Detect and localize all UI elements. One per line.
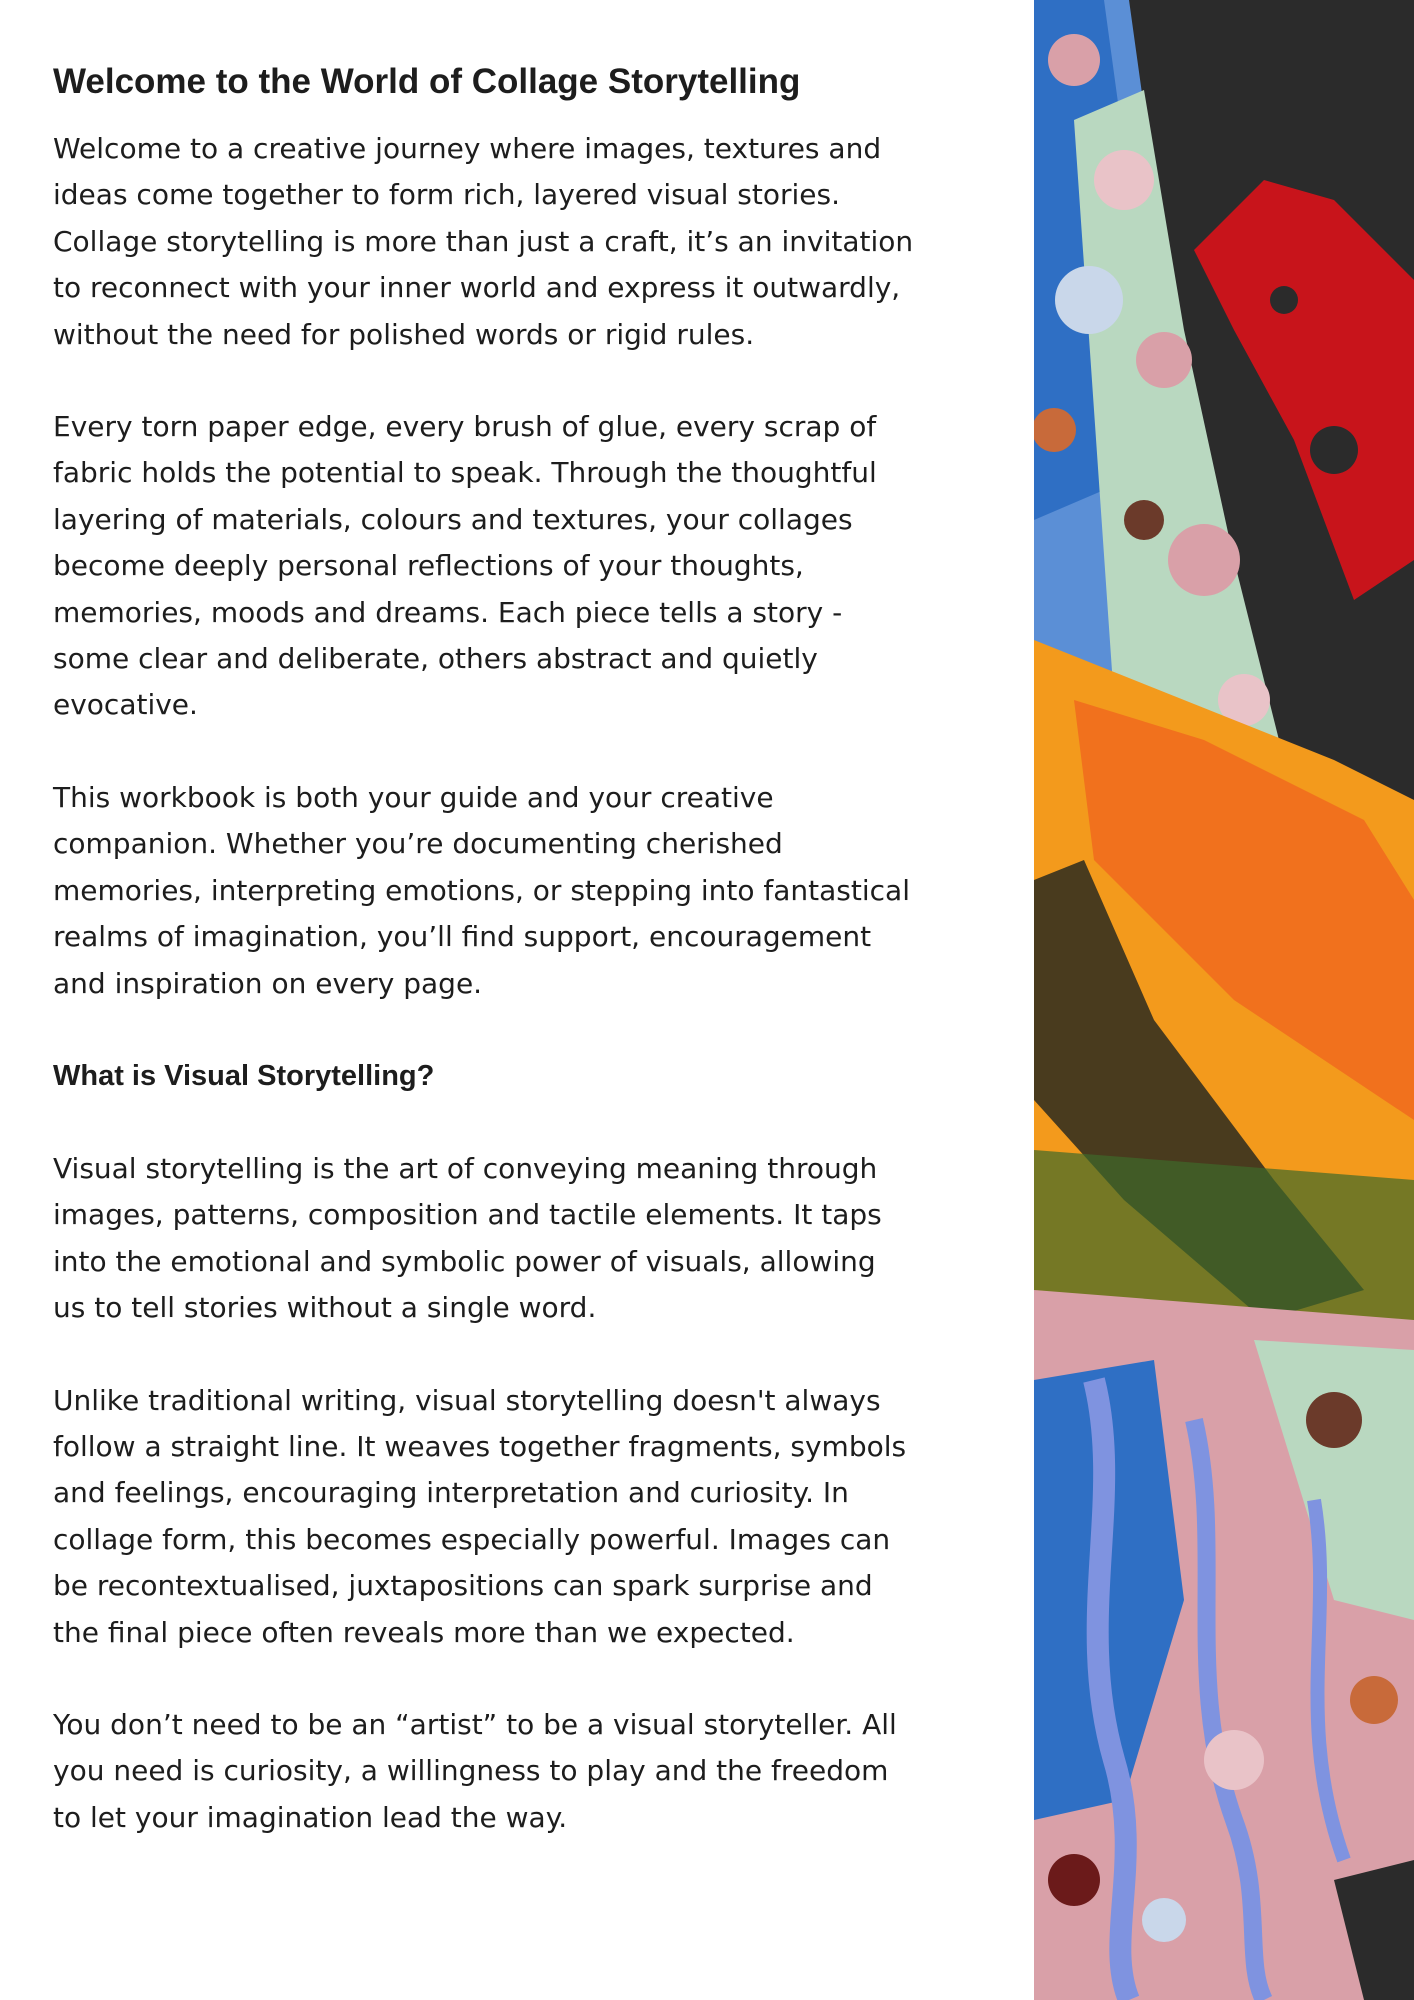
text-line: layering of materials, colours and textures, your collages bbox=[53, 502, 853, 536]
text-line: This workbook is both your guide and your creative bbox=[53, 780, 774, 814]
text-line: Collage storytelling is more than just a craft, it’s an invitation bbox=[53, 224, 914, 258]
text-line: Every torn paper edge, every brush of glue, every scrap of bbox=[53, 410, 877, 444]
text-line: to let your imagination lead the way. bbox=[53, 1800, 568, 1834]
intro-paragraph-3 bbox=[53, 775, 1003, 1007]
dark-splash bbox=[1270, 286, 1298, 314]
dark-splash bbox=[1310, 426, 1358, 474]
text-line: Welcome to a creative journey where images, textures and bbox=[53, 132, 882, 165]
orange-splash bbox=[1350, 1676, 1398, 1724]
section-paragraph-3 bbox=[53, 1702, 1003, 1841]
text-line: images, patterns, composition and tactile elements. It taps bbox=[53, 1198, 882, 1232]
text-line: us to tell stories without a single word. bbox=[53, 1291, 597, 1325]
pink-splash bbox=[1094, 150, 1154, 210]
section-heading: What is Visual Storytelling? bbox=[53, 1059, 435, 1092]
text-line: realms of imagination, you’ll find support, encouragement bbox=[53, 920, 872, 954]
maroon-splash bbox=[1048, 1854, 1100, 1906]
text-line: ideas come together to form rich, layered visual stories. bbox=[53, 178, 841, 212]
collage-art-svg bbox=[1034, 0, 1414, 2000]
text-line: Unlike traditional writing, visual storytelling doesn't always bbox=[53, 1383, 881, 1417]
text-line: evocative. bbox=[53, 688, 198, 722]
text-line: Visual storytelling is the art of conveying meaning through bbox=[53, 1151, 878, 1185]
text-line: without the need for polished words or rigid rules. bbox=[53, 317, 755, 351]
text-line: and inspiration on every page. bbox=[53, 966, 483, 1000]
brown-splash bbox=[1306, 1392, 1362, 1448]
brown-splash bbox=[1124, 500, 1164, 540]
text-line: memories, moods and dreams. Each piece tells a story - bbox=[53, 595, 843, 629]
pink-splash bbox=[1168, 524, 1240, 596]
text-column bbox=[53, 52, 1003, 1887]
intro-paragraph-2 bbox=[53, 404, 1003, 729]
section-paragraph-1 bbox=[53, 1146, 1003, 1332]
section-paragraph-2 bbox=[53, 1378, 1003, 1656]
text-line: collage form, this becomes especially powerful. Images can bbox=[53, 1522, 891, 1556]
page-title: Welcome to the World of Collage Storytelling bbox=[53, 62, 801, 101]
white-splash bbox=[1055, 266, 1123, 334]
text-line: You don’t need to be an “artist” to be a visual storyteller. All bbox=[53, 1707, 897, 1741]
text-line: into the emotional and symbolic power of visuals, allowing bbox=[53, 1244, 876, 1278]
text-line: companion. Whether you’re documenting cherished bbox=[53, 827, 783, 861]
text-line: the final piece often reveals more than we expected. bbox=[53, 1615, 795, 1649]
orange-splash bbox=[1034, 408, 1076, 452]
text-line: fabric holds the potential to speak. Through the thoughtful bbox=[53, 456, 877, 490]
white-splash bbox=[1142, 1898, 1186, 1942]
text-line: memories, interpreting emotions, or stepping into fantastical bbox=[53, 873, 910, 907]
intro-paragraph-1 bbox=[53, 126, 1003, 358]
text-line: become deeply personal reflections of your thoughts, bbox=[53, 549, 804, 583]
text-line: to reconnect with your inner world and express it outwardly, bbox=[53, 271, 901, 305]
text-line: some clear and deliberate, others abstract and quietly bbox=[53, 642, 818, 676]
pink-splash bbox=[1204, 1730, 1264, 1790]
text-line: be recontextualised, juxtapositions can spark surprise and bbox=[53, 1569, 873, 1603]
pink-splash bbox=[1048, 34, 1100, 86]
text-line: you need is curiosity, a willingness to play and the freedom bbox=[53, 1754, 889, 1788]
abstract-collage-artwork bbox=[1034, 0, 1414, 2000]
text-line: and feelings, encouraging interpretation and curiosity. In bbox=[53, 1476, 849, 1510]
text-line: follow a straight line. It weaves together fragments, symbols bbox=[53, 1429, 907, 1463]
pink-splash bbox=[1136, 332, 1192, 388]
